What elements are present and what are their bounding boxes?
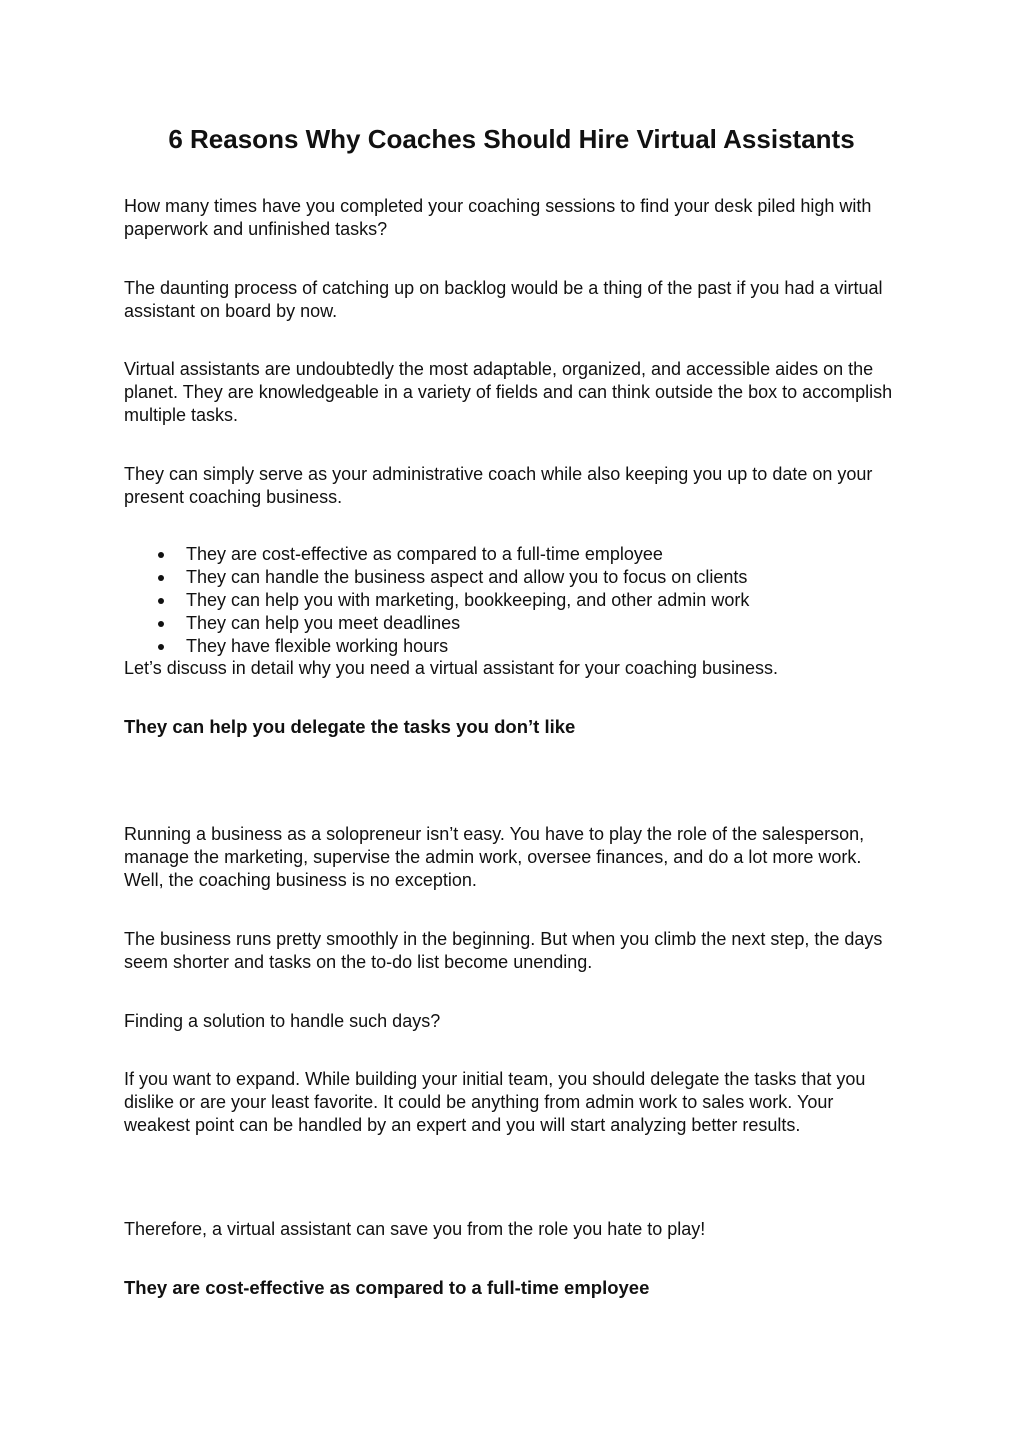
- reasons-list: [124, 543, 884, 658]
- list-item-text: They can handle the business aspect and allow you to focus on clients: [186, 567, 748, 587]
- list-item: [124, 612, 884, 635]
- page-title: 6 Reasons Why Coaches Should Hire Virtual Assistants: [168, 124, 855, 154]
- backlog-text-start: The daunting process of catching up on backlog would be a thing of the past if you had a: [124, 278, 835, 298]
- backlog-paragraph: [124, 277, 904, 323]
- smoothly-paragraph: The business runs pretty smoothly in the beginning. But when you climb the next step, the days seem shorter and tasks on the to-do list become unending.: [124, 929, 883, 972]
- intro-paragraph: How many times have you completed your coaching sessions to find your desk piled high with paperwork and unfinished tasks?: [124, 196, 872, 239]
- bullet-icon: [158, 598, 164, 604]
- therefore-paragraph: Therefore, a virtual assistant can save you from the role you hate to play!: [124, 1219, 706, 1239]
- list-item-text: They can help you meet deadlines: [186, 613, 461, 633]
- bullet-icon: [158, 552, 164, 558]
- bullet-icon: [158, 644, 164, 650]
- expand-paragraph: If you want to expand. While building your initial team, you should delegate the tasks that you dislike or are your least favorite. It could be anything from admin work to sales work. Your weakest point can be handled by an expert and you will start analyzing better results.: [124, 1069, 866, 1135]
- backlog-text-end: on board by now.: [195, 301, 338, 321]
- list-item: [124, 589, 884, 612]
- virtual-assistant-link[interactable]: virtual assistant: [124, 278, 883, 321]
- list-item-text: They can help you with marketing, bookkeeping, and other admin work: [186, 590, 750, 610]
- bullet-icon: [158, 575, 164, 581]
- solution-paragraph: Finding a solution to handle such days?: [124, 1011, 441, 1031]
- bullet-icon: [158, 621, 164, 627]
- discuss-paragraph: Let’s discuss in detail why you need a virtual assistant for your coaching business.: [124, 658, 779, 678]
- list-item: [124, 635, 884, 658]
- section-heading-delegate: They can help you delegate the tasks you don’t like: [124, 716, 576, 737]
- list-item-text: They have flexible working hours: [186, 636, 449, 656]
- administrative-coach-paragraph: They can simply serve as your administrative coach while also keeping you up to date on your present coaching business.: [124, 464, 873, 507]
- solopreneur-paragraph: Running a business as a solopreneur isn’t easy. You have to play the role of the salesperson, manage the marketing, supervise the admin work, oversee finances, and do a lot more work. Well, the coaching business is no exception.: [124, 824, 865, 890]
- section-heading-cost-effective: They are cost-effective as compared to a full-time employee: [124, 1277, 650, 1298]
- list-item-text: They are cost-effective as compared to a full-time employee: [186, 544, 663, 564]
- list-item: [124, 566, 884, 589]
- list-item: [124, 543, 884, 566]
- adaptable-paragraph: Virtual assistants are undoubtedly the most adaptable, organized, and accessible aides on the planet. They are knowledgeable in a variety of fields and can think outside the box to accomplish multiple tasks.: [124, 359, 893, 425]
